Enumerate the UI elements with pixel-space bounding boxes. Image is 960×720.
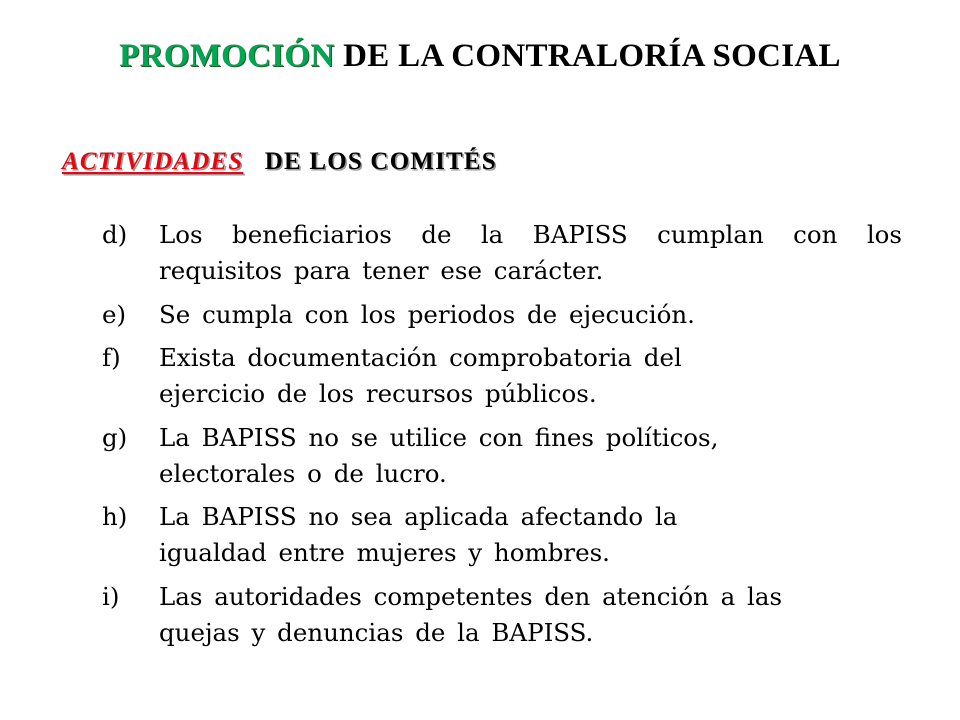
list-item-text: Los beneficiarios de la BAPISS cumplan con los requisitos para tener ese carácter. [159,220,902,285]
list-item-text: Exista documentación comprobatoria del ejercicio de los recursos públicos. [159,343,682,408]
activities-list [102,217,902,658]
list-item-marker: g) [102,422,128,452]
list-item [102,420,902,492]
title-rest: DE LA CONTRALORÍA SOCIAL [343,38,841,74]
list-item [102,217,902,289]
list-item-marker: f) [102,343,121,372]
heading-accent-word: ACTIVIDADES [62,148,244,175]
list-item-text: Las autoridades competentes den atención a las quejas y denuncias de la BAPISS. [159,581,783,647]
list-item [102,340,902,412]
list-item [102,297,902,333]
list-item-text: La BAPISS no sea aplicada afectando la igualdad entre mujeres y hombres. [159,502,678,567]
slide-title [0,38,960,75]
list-item-text: Se cumpla con los periodos de ejecución. [159,299,695,329]
list-item-text: La BAPISS no se utilice con fines políticos, electorales o de lucro. [159,422,719,488]
heading-rest: DE LOS COMITÉS [264,148,497,175]
list-item-marker: i) [102,581,120,611]
list-item-marker: e) [102,299,127,329]
title-accent-word: PROMOCIÓN [119,38,335,74]
list-item-marker: d) [102,220,128,249]
list-item [102,499,902,571]
list-item [102,579,902,651]
section-heading [62,148,497,176]
list-item-marker: h) [102,502,128,531]
